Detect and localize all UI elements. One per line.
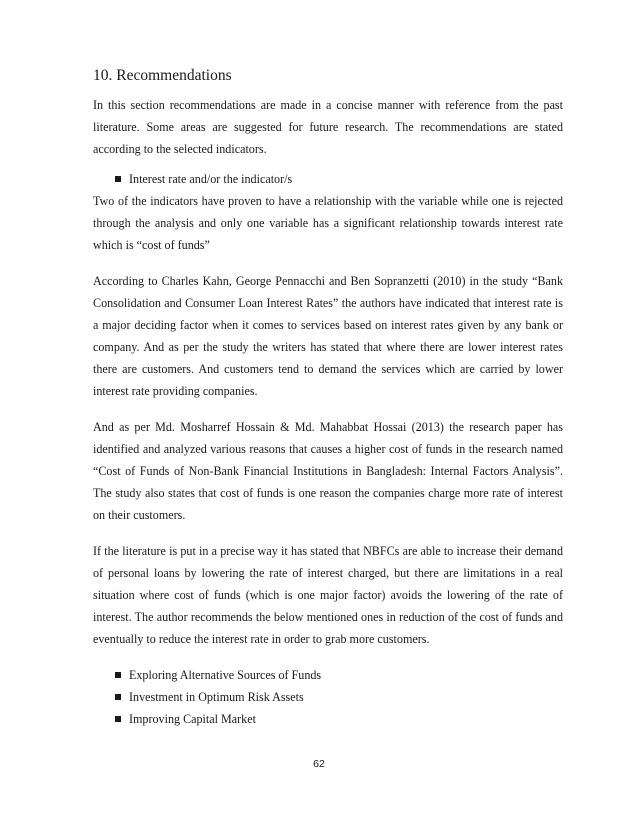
- list-item: [115, 708, 563, 730]
- indicator-bullet-text: Interest rate and/or the indicator/s: [129, 172, 293, 186]
- square-bullet-icon: [115, 176, 121, 182]
- body-paragraph-4: If the literature is put in a precise way it has stated that NBFCs are able to increase their demand of personal loans by lowering the rate of interest charged, but there are limitations in a real situation where cost of funds (which is one major factor) avoids the lowering of the rate of interest. The author recommends the below mentioned ones in reduction of the cost of funds and eventually to reduce the interest rate in order to grab more customers.: [93, 544, 563, 646]
- document-page: [93, 66, 563, 730]
- list-item: [115, 686, 563, 708]
- indicator-list: [93, 168, 563, 190]
- list-item: [115, 168, 563, 190]
- square-bullet-icon: [115, 694, 121, 700]
- section-heading: 10. Recommendations: [93, 67, 232, 84]
- square-bullet-icon: [115, 716, 121, 722]
- recommendation-text: Exploring Alternative Sources of Funds: [129, 668, 322, 682]
- recommendation-list: [93, 664, 563, 730]
- intro-paragraph: In this section recommendations are made in a concise manner with reference from the past literature. Some areas are suggested for future research. The recommendations are stated according to the selected indicators.: [93, 98, 563, 156]
- body-paragraph-1: Two of the indicators have proven to have a relationship with the variable while one is rejected through the analysis and only one variable has a significant relationship towards interest rate which is “cost of funds”: [93, 194, 563, 252]
- recommendation-text: Investment in Optimum Risk Assets: [129, 690, 304, 704]
- recommendation-text: Improving Capital Market: [129, 712, 256, 726]
- body-paragraph-3: And as per Md. Mosharref Hossain & Md. Mahabbat Hossai (2013) the research paper has identified and analyzed various reasons that causes a higher cost of funds in the research named “Cost of Funds of Non-Bank Financial Institutions in Bangladesh: Internal Factors Analysis”. The study also states that cost of funds is one reason the companies charge more rate of interest on their customers.: [93, 420, 563, 522]
- square-bullet-icon: [115, 672, 121, 678]
- page-number: 62: [313, 758, 325, 770]
- list-item: [115, 664, 563, 686]
- body-paragraph-2: According to Charles Kahn, George Pennacchi and Ben Sopranzetti (2010) in the study “Bank Consolidation and Consumer Loan Interest Rates” the authors have indicated that interest rate is a major deciding factor when it comes to services based on interest rates given by any bank or company. And as per the study the writers has stated that where there are lower interest rates there are customers. And customers tend to demand the services which are carried by lower interest rate providing companies.: [93, 274, 563, 398]
